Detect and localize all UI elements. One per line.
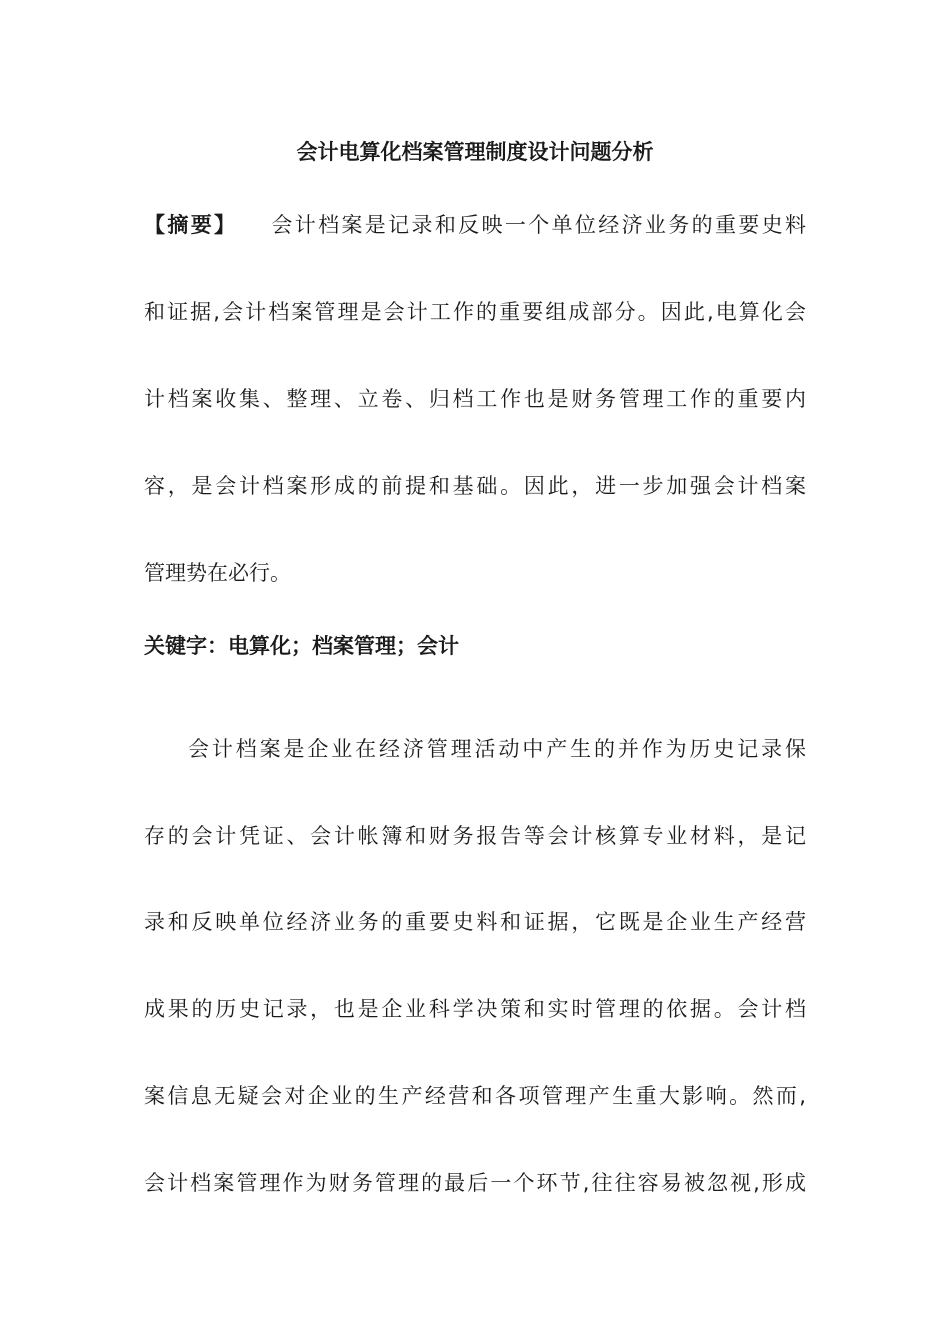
body-line-3: 录和反映单位经济业务的重要史料和证据，它既是企业生产经营: [144, 910, 806, 934]
body-line-1: 会计档案是企业在经济管理活动中产生的并作为历史记录保: [188, 737, 806, 761]
abstract-line-1-text: 会计档案是记录和反映一个单位经济业务的重要史料: [271, 213, 807, 237]
keywords-line: 关键字：电算化；档案管理；会计: [144, 634, 459, 658]
document-title: 会计电算化档案管理制度设计问题分析: [296, 140, 654, 164]
body-line-4: 成果的历史记录，也是企业科学决策和实时管理的依据。会计档: [144, 997, 806, 1021]
body-line-5: 案信息无疑会对企业的生产经营和各项管理产生重大影响。然而,: [144, 1084, 806, 1108]
abstract-label: 【摘要】: [144, 213, 238, 237]
abstract-line-3: 计档案收集、整理、立卷、归档工作也是财务管理工作的重要内: [144, 387, 806, 411]
abstract-line-4: 容，是会计档案形成的前提和基础。因此，进一步加强会计档案: [144, 474, 806, 498]
body-line-2: 存的会计凭证、会计帐簿和财务报告等会计核算专业材料，是记: [144, 824, 806, 848]
body-line-6: 会计档案管理作为财务管理的最后一个环节,往往容易被忽视,形成: [144, 1171, 806, 1195]
abstract-line-5: 管理势在必行。: [144, 561, 291, 585]
abstract-line-2: 和证据,会计档案管理是会计工作的重要组成部分。因此,电算化会: [144, 300, 806, 324]
abstract-line-1: [144, 210, 806, 240]
